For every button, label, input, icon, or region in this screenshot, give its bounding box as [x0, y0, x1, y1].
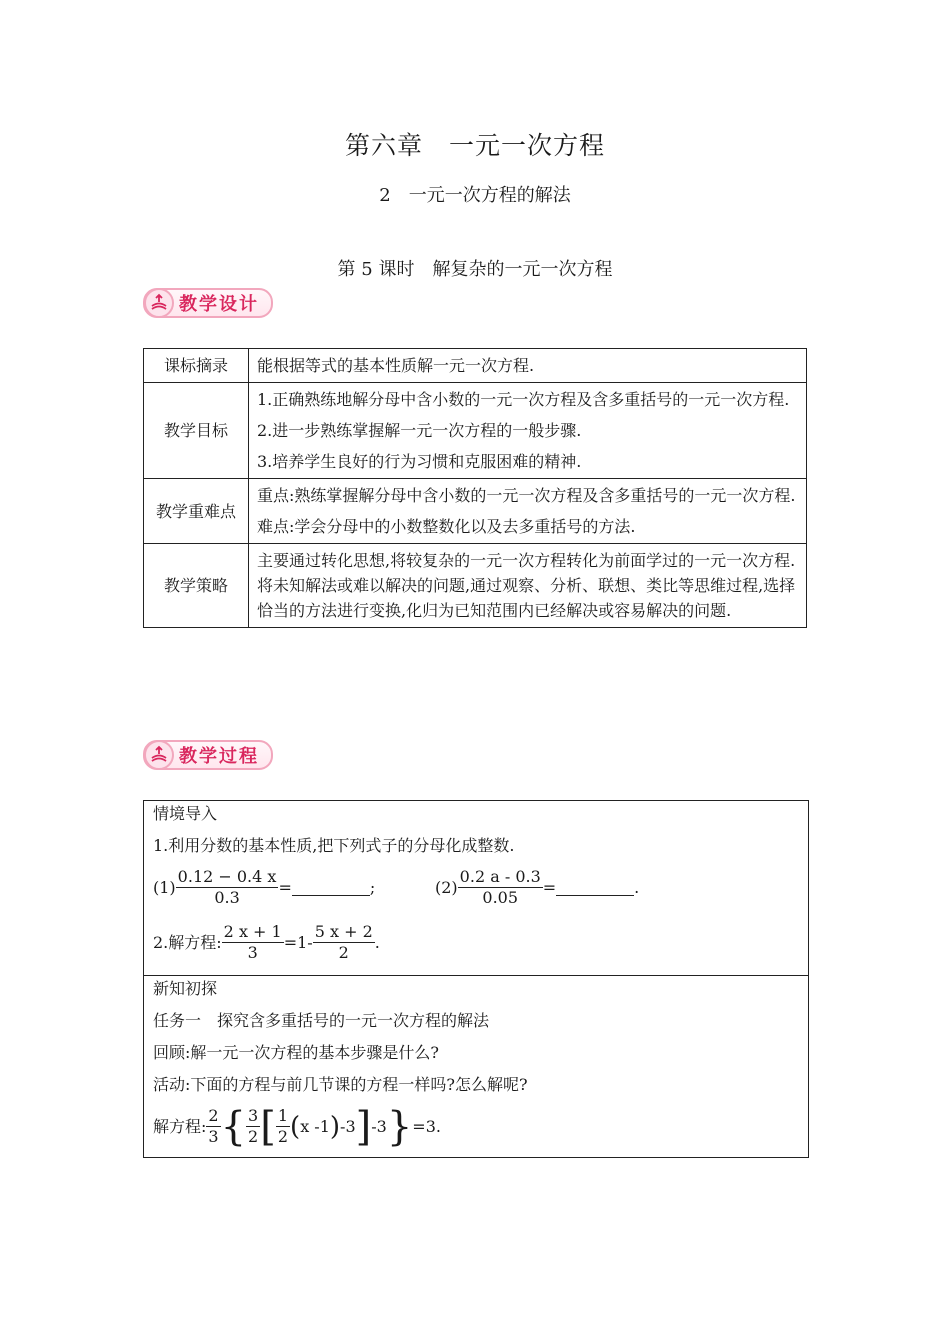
table-row [144, 479, 807, 544]
question-2 [153, 922, 799, 963]
review-question: 回顾:解一元一次方程的基本步骤是什么? [153, 1043, 439, 1062]
book-icon [143, 287, 175, 319]
teaching-design-table [143, 348, 807, 628]
explore-block [144, 975, 808, 1157]
term: -3 [371, 1116, 387, 1136]
numerator: 2 [208, 1106, 219, 1125]
row-text: 2.进一步熟练掌握解一元一次方程的一般步骤. [257, 421, 582, 440]
answer-blank [556, 879, 634, 896]
fraction [276, 1106, 290, 1147]
punctuation: ; [369, 877, 376, 897]
inner-expression: x -1 [300, 1116, 330, 1136]
book-icon [143, 739, 175, 771]
numerator: 5 x + 2 [314, 922, 373, 941]
lesson-title: 第 5 课时 解复杂的一元一次方程 [337, 259, 613, 280]
part-label: (2) [435, 877, 458, 897]
right-bracket: ] [355, 1103, 372, 1150]
table-row [144, 349, 807, 383]
row-label: 教学重难点 [144, 479, 249, 544]
left-brace: { [220, 1103, 247, 1150]
part-label: (1) [153, 877, 176, 897]
equation-tail: =3. [412, 1116, 441, 1136]
question-1: 1.利用分数的基本性质,把下列式子的分母化成整数. [153, 836, 515, 855]
denominator: 2 [277, 1127, 289, 1146]
question-2-prefix: 2.解方程: [153, 932, 222, 952]
fraction [206, 1106, 220, 1147]
chapter-title: 第六章 一元一次方程 [344, 131, 605, 160]
row-content [249, 544, 807, 628]
numerator: 2 x + 1 [223, 922, 282, 941]
table-row [144, 383, 807, 479]
badge-label: 教学过程 [179, 746, 259, 767]
teaching-process-box [143, 800, 809, 1158]
row-text: 能根据等式的基本性质解一元一次方程. [257, 356, 535, 375]
row-content [249, 479, 807, 544]
row-label: 教学策略 [144, 544, 249, 628]
question-1-parts [153, 867, 799, 908]
row-text: 主要通过转化思想,将较复杂的一元一次方程转化为前面学过的一元一次方程.将未知解法或难以解决的问题,通过观察、分析、联想、类比等思维过程,选择恰当的方法进行变换,化归为已知范围内已经解决或容易解决的问题. [257, 551, 796, 620]
row-text: 重点:熟练掌握解分母中含小数的一元一次方程及含多重括号的一元一次方程. [257, 486, 796, 505]
badge-label: 教学设计 [179, 294, 259, 315]
right-paren: ) [329, 1111, 341, 1142]
activity-question: 活动:下面的方程与前几节课的方程一样吗?怎么解呢? [153, 1075, 528, 1094]
fraction [246, 1106, 260, 1147]
teaching-process-badge [143, 740, 273, 770]
numerator: 1 [277, 1106, 289, 1125]
fraction [176, 867, 279, 908]
nested-equation [153, 1103, 799, 1150]
left-paren: ( [290, 1111, 301, 1142]
intro-heading: 情境导入 [153, 804, 218, 823]
left-bracket: [ [260, 1103, 276, 1150]
part-2 [435, 867, 639, 908]
denominator: 2 [338, 943, 349, 962]
equation-prefix: 解方程: [153, 1116, 207, 1136]
row-content [249, 383, 807, 479]
numerator: 0.12 − 0.4 x [177, 867, 277, 886]
equals-sign: = [542, 877, 557, 897]
punctuation: . [374, 932, 380, 952]
row-label: 课标摘录 [144, 349, 249, 383]
row-label: 教学目标 [144, 383, 249, 479]
row-text: 难点:学会分母中的小数整数化以及去多重括号的方法. [257, 517, 636, 536]
numerator: 0.2 a - 0.3 [459, 867, 541, 886]
denominator: 3 [208, 1127, 219, 1146]
equals-sign: = [278, 877, 292, 897]
row-text: 1.正确熟练地解分母中含小数的一元一次方程及含多重括号的一元一次方程. [257, 390, 790, 409]
section-title: 2 一元一次方程的解法 [379, 185, 571, 206]
denominator: 3 [247, 943, 258, 962]
part-1 [153, 867, 435, 908]
numerator: 3 [248, 1106, 259, 1125]
fraction [222, 922, 284, 963]
table-row [144, 544, 807, 628]
denominator: 0.3 [214, 888, 240, 907]
answer-blank [292, 879, 370, 896]
denominator: 0.05 [482, 888, 519, 907]
explore-heading: 新知初探 [153, 979, 218, 998]
term: -3 [340, 1116, 356, 1136]
denominator: 2 [248, 1127, 259, 1146]
row-content [249, 349, 807, 383]
right-brace: } [386, 1103, 413, 1150]
fraction [458, 867, 543, 908]
punctuation: . [634, 877, 640, 897]
equation-middle: =1- [283, 932, 313, 952]
task-one: 任务一 探究含多重括号的一元一次方程的解法 [153, 1011, 490, 1030]
row-text: 3.培养学生良好的行为习惯和克服困难的精神. [257, 452, 582, 471]
intro-block [144, 801, 808, 975]
fraction [313, 922, 375, 963]
teaching-design-badge [143, 288, 273, 318]
